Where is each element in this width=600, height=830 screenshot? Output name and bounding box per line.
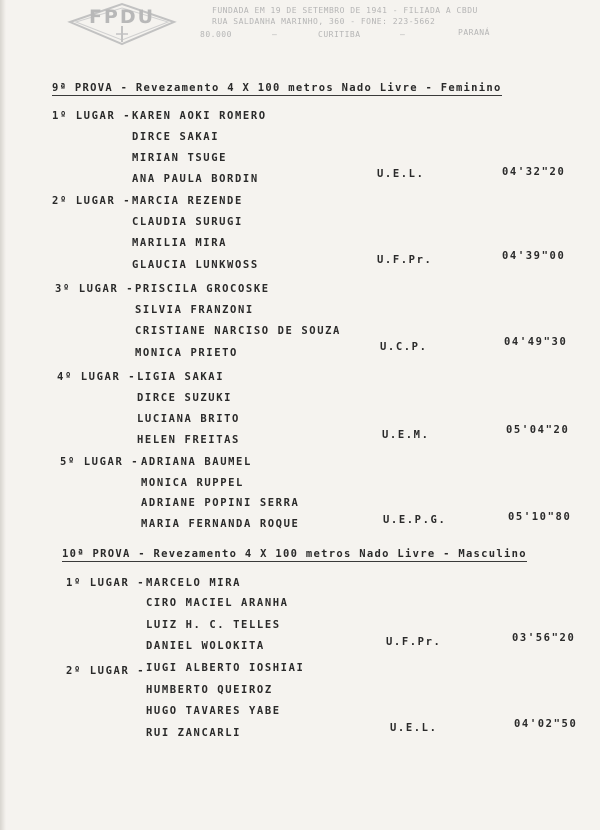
- swimmer-name: ANA PAULA BORDIN: [132, 173, 259, 185]
- swimmer-name: LUCIANA BRITO: [137, 413, 240, 425]
- swimmer-name: KAREN AOKI ROMERO: [132, 110, 267, 122]
- women-relay-title: 9ª PROVA - Revezamento 4 X 100 metros Nado Livre - Feminino: [52, 82, 502, 94]
- swimmer-name: MONICA PRIETO: [135, 347, 238, 359]
- swimmer-name: DIRCE SAKAI: [132, 131, 220, 143]
- swimmer-name: MIRIAN TSUGE: [132, 152, 228, 164]
- swimmer-name: HELEN FREITAS: [137, 434, 240, 446]
- men-relay-title: 10ª PROVA - Revezamento 4 X 100 metros Nado Livre - Masculino: [62, 548, 527, 560]
- swimmer-name: MARIA FERNANDA ROQUE: [141, 518, 300, 530]
- swimmer-name: CRISTIANE NARCISO DE SOUZA: [135, 325, 341, 337]
- letterhead-city: CURITIBA: [318, 30, 361, 39]
- women-place-1-label: 1º LUGAR -: [52, 110, 132, 122]
- swimmer-name: ADRIANE POPINI SERRA: [141, 497, 300, 509]
- letterhead-state: PARANÁ: [458, 28, 490, 37]
- swimmer-name: HUGO TAVARES YABE: [146, 705, 281, 717]
- swimmer-name: IUGI ALBERTO IOSHIAI: [146, 662, 305, 674]
- team-name: U.C.P.: [380, 341, 428, 353]
- women-place-3-label: 3º LUGAR -: [55, 283, 135, 295]
- swimmer-name: RUI ZANCARLI: [146, 727, 242, 739]
- letterhead-cep: 80.000: [200, 30, 232, 39]
- swimmer-name: PRISCILA GROCOSKE: [135, 283, 270, 295]
- men-place-1-label: 1º LUGAR -: [66, 577, 146, 589]
- team-name: U.E.M.: [382, 429, 430, 441]
- swimmer-name: MARCIA REZENDE: [132, 195, 243, 207]
- men-place-2-label: 2º LUGAR -: [66, 665, 146, 677]
- letterhead-dash-1: —: [272, 30, 278, 39]
- swimmer-name: DIRCE SUZUKI: [137, 392, 233, 404]
- swimmer-name: GLAUCIA LUNKWOSS: [132, 259, 259, 271]
- women-place-5-label: 5º LUGAR -: [60, 456, 140, 468]
- women-place-4-label: 4º LUGAR -: [57, 371, 137, 383]
- women-place-2-label: 2º LUGAR -: [52, 195, 132, 207]
- swimmer-name: SILVIA FRANZONI: [135, 304, 254, 316]
- logo-text: FPDU: [88, 6, 156, 28]
- letterhead-line-1: FUNDADA EM 19 DE SETEMBRO DE 1941 - FILIADA A CBDU: [212, 6, 478, 15]
- swimmer-name: ADRIANA BAUMEL: [141, 456, 252, 468]
- relay-time: 03'56"20: [512, 632, 576, 644]
- team-name: U.E.L.: [390, 722, 438, 734]
- letterhead-dash-2: —: [400, 30, 406, 39]
- swimmer-name: CIRO MACIEL ARANHA: [146, 597, 289, 609]
- swimmer-name: MONICA RUPPEL: [141, 477, 244, 489]
- swimmer-name: MARCELO MIRA: [146, 577, 242, 589]
- page-edge-shadow: [0, 0, 6, 830]
- team-name: U.E.L.: [377, 168, 425, 180]
- letterhead-line-2: RUA SALDANHA MARINHO, 360 - FONE: 223-5662: [212, 17, 436, 26]
- relay-time: 04'32"20: [502, 166, 566, 178]
- fpdu-logo: [66, 2, 178, 46]
- relay-time: 05'04"20: [506, 424, 570, 436]
- team-name: U.F.Pr.: [377, 254, 433, 266]
- swimmer-name: LUIZ H. C. TELLES: [146, 619, 281, 631]
- relay-time: 05'10"80: [508, 511, 572, 523]
- relay-time: 04'02"50: [514, 718, 578, 730]
- swimmer-name: HUMBERTO QUEIROZ: [146, 684, 273, 696]
- relay-time: 04'49"30: [504, 336, 568, 348]
- swimmer-name: MARILIA MIRA: [132, 237, 228, 249]
- team-name: U.F.Pr.: [386, 636, 442, 648]
- team-name: U.E.P.G.: [383, 514, 447, 526]
- swimmer-name: DANIEL WOLOKITA: [146, 640, 265, 652]
- relay-time: 04'39"00: [502, 250, 566, 262]
- swimmer-name: CLAUDIA SURUGI: [132, 216, 243, 228]
- swimmer-name: LIGIA SAKAI: [137, 371, 225, 383]
